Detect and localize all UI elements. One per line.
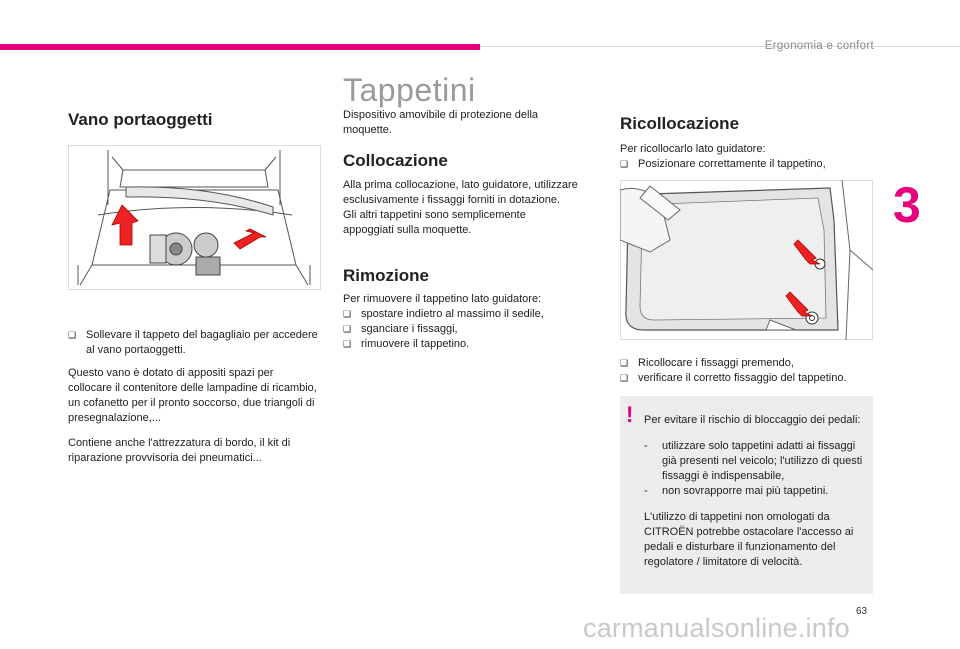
tappetini-intro: Dispositivo amovibile di protezione della moquette. <box>343 109 539 136</box>
bullet-mark: ❑ <box>343 309 352 319</box>
collocazione-text <box>343 178 579 238</box>
floor-mat-illustration <box>620 180 873 340</box>
list-item: ❑ Ricollocare i fissaggi premendo, <box>620 357 794 369</box>
ricollocazione-intro: Per ricollocarlo lato guidatore: ❑ Posizionare correttamente il tappetino, <box>620 142 873 172</box>
list-item: ❑ rimuovere il tappetino. <box>343 338 470 350</box>
list-item: ❑ verificare il corretto fissaggio del tappetino. <box>620 372 847 384</box>
heading-rimozione: Rimozione <box>343 266 429 285</box>
warning-icon: ! <box>626 402 634 427</box>
page-number: 63 <box>856 606 868 617</box>
warning-dash-item: - utilizzare solo tappetini adatti ai fissaggi già presenti nel veicolo; l'utilizzo di questi fissaggi è indispensabile, <box>644 440 863 482</box>
rimozione-intro: Per rimuovere il tappetino lato guidatore: <box>343 293 542 305</box>
header-rule <box>480 46 960 47</box>
warning-box <box>620 396 873 594</box>
watermark: carmanualsonline.info <box>583 613 850 643</box>
vano-bullet <box>68 328 318 358</box>
list-item: ❑ spostare indietro al massimo il sedile, <box>343 308 544 320</box>
bullet-mark: ❑ <box>343 324 352 334</box>
trunk-drawing <box>68 145 321 290</box>
list-item: ❑ sganciare i fissaggi, <box>343 323 458 335</box>
warning-text: Per evitare il rischio di bloccaggio dei pedali: - utilizzare solo tappetini adatti ai fissaggi già presenti nel veicolo; l'utilizzo di questi fissaggi è indispensabile, - non sovrapporre mai più tappetini. L'utilizzo di tappetini non omologati da CITROËN potrebbe ostacolare l'accesso ai pedali e disturbare il funzionamento del regolatore / limitatore di velocità. <box>644 402 869 581</box>
chapter-number: 3 <box>893 177 921 233</box>
bullet-mark: ❑ <box>343 339 352 349</box>
ricollocazione-list <box>620 356 873 386</box>
vano-paragraph-2: Contiene anche l'attrezzatura di bordo, il kit di riparazione provvisoria dei pneumatici... <box>68 437 291 464</box>
vano-paragraph-1: Questo vano è dotato di appositi spazi per collocare il contenitore delle lampadine di ricambio, un cofanetto per il pronto soccorso, due triangoli di presegnalazione,... <box>68 367 317 424</box>
section-title: Ergonomia e confort <box>764 40 874 52</box>
heading-vano-portaoggetti: Vano portaoggetti <box>68 110 213 129</box>
rimozione-list <box>343 292 579 352</box>
floor-mat-drawing <box>620 180 873 340</box>
heading-collocazione: Collocazione <box>343 151 448 170</box>
bullet-mark: ❑ <box>620 159 629 169</box>
collocazione-text-2: Gli altri tappetini sono semplicemente appoggiati sulla moquette. <box>343 209 526 236</box>
bullet-mark: ❑ <box>68 330 77 340</box>
bullet-mark: ❑ <box>620 373 629 383</box>
trunk-illustration <box>68 145 321 290</box>
list-item: ❑ Posizionare correttamente il tappetino, <box>620 158 826 170</box>
collocazione-text-1: Alla prima collocazione, lato guidatore, utilizzare esclusivamente i fissaggi forniti in dotazione. <box>343 179 578 206</box>
heading-ricollocazione: Ricollocazione <box>620 114 740 133</box>
warning-dash-item: - non sovrapporre mai più tappetini. <box>644 485 829 497</box>
header-accent-bar <box>0 44 480 50</box>
bullet-mark: ❑ <box>620 358 629 368</box>
vano-bullet-text: Sollevare il tappeto del bagagliaio per accedere al vano portaoggetti. <box>86 329 318 356</box>
heading-tappetini: Tappetini <box>343 72 476 108</box>
